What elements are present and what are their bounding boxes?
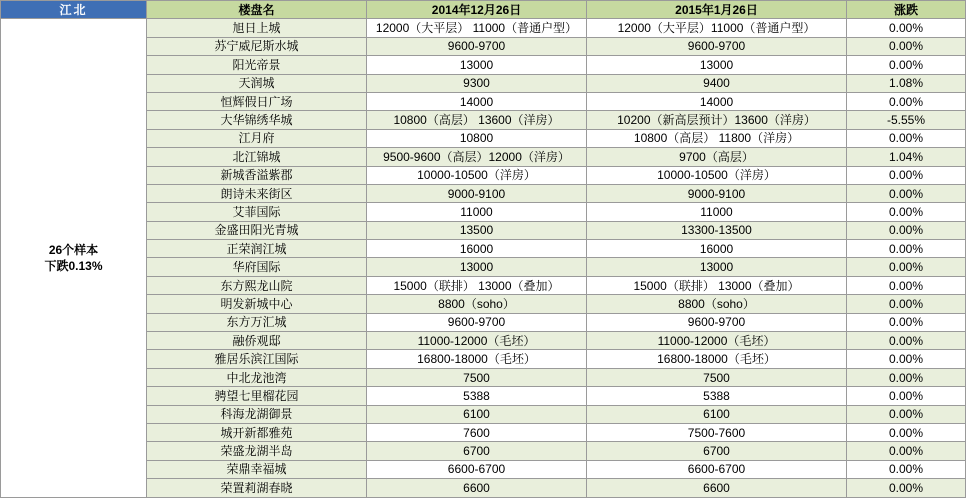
- price-change: 0.00%: [847, 240, 966, 258]
- table-row: [1, 19, 966, 37]
- price-date1: 5388: [367, 387, 587, 405]
- price-change: 0.00%: [847, 460, 966, 478]
- price-date1: 15000（联排） 13000（叠加）: [367, 276, 587, 294]
- price-change: 1.08%: [847, 74, 966, 92]
- property-name: 骋望七里榴花园: [147, 387, 367, 405]
- price-date2: 11000: [587, 203, 847, 221]
- property-name: 雅居乐滨江国际: [147, 350, 367, 368]
- price-change: 0.00%: [847, 332, 966, 350]
- price-date1: 9600-9700: [367, 313, 587, 331]
- price-date1: 6100: [367, 405, 587, 423]
- price-date2: 13300-13500: [587, 221, 847, 239]
- price-date1: 10000-10500（洋房）: [367, 166, 587, 184]
- price-date1: 6700: [367, 442, 587, 460]
- price-date2: 10000-10500（洋房）: [587, 166, 847, 184]
- price-date2: 13000: [587, 258, 847, 276]
- price-change: 0.00%: [847, 350, 966, 368]
- price-change: -5.55%: [847, 111, 966, 129]
- property-name: 东方熙龙山院: [147, 276, 367, 294]
- price-change: 0.00%: [847, 387, 966, 405]
- price-change: 0.00%: [847, 92, 966, 110]
- property-name: 中北龙池湾: [147, 368, 367, 386]
- header-col-date2: 2015年1月26日: [587, 1, 847, 19]
- price-date2: 10200（新高层预计）13600（洋房）: [587, 111, 847, 129]
- price-change: 0.00%: [847, 258, 966, 276]
- price-date1: 7500: [367, 368, 587, 386]
- price-date2: 12000（大平层）11000（普通户型）: [587, 19, 847, 37]
- price-date2: 13000: [587, 56, 847, 74]
- price-change: 0.00%: [847, 129, 966, 147]
- property-name: 华府国际: [147, 258, 367, 276]
- price-date2: 6600-6700: [587, 460, 847, 478]
- price-date2: 9400: [587, 74, 847, 92]
- property-name: 大华锦绣华城: [147, 111, 367, 129]
- price-change: 1.04%: [847, 148, 966, 166]
- price-change: 0.00%: [847, 405, 966, 423]
- price-date2: 16800-18000（毛坯）: [587, 350, 847, 368]
- price-date2: 9000-9100: [587, 184, 847, 202]
- region-summary-cell: [1, 19, 147, 497]
- price-change: 0.00%: [847, 442, 966, 460]
- price-date2: 7500-7600: [587, 423, 847, 441]
- property-name: 明发新城中心: [147, 295, 367, 313]
- price-change: 0.00%: [847, 313, 966, 331]
- price-date1: 11000-12000（毛坯）: [367, 332, 587, 350]
- price-date1: 10800（高层） 13600（洋房）: [367, 111, 587, 129]
- price-date1: 6600: [367, 479, 587, 497]
- region-change-summary: 下跌0.13%: [44, 258, 103, 273]
- table-header-row: [1, 1, 966, 19]
- price-change: 0.00%: [847, 19, 966, 37]
- price-change: 0.00%: [847, 184, 966, 202]
- price-date1: 9500-9600（高层）12000（洋房）: [367, 148, 587, 166]
- price-date2: 6600: [587, 479, 847, 497]
- price-date2: 8800（soho）: [587, 295, 847, 313]
- property-name: 荣盛龙湖半岛: [147, 442, 367, 460]
- price-change: 0.00%: [847, 423, 966, 441]
- price-date1: 13000: [367, 258, 587, 276]
- header-col-date1: 2014年12月26日: [367, 1, 587, 19]
- price-date2: 15000（联排） 13000（叠加）: [587, 276, 847, 294]
- header-region: 江北: [1, 1, 147, 19]
- price-date1: 16000: [367, 240, 587, 258]
- property-name: 科海龙湖御景: [147, 405, 367, 423]
- price-date2: 9600-9700: [587, 313, 847, 331]
- price-date1: 16800-18000（毛坯）: [367, 350, 587, 368]
- property-name: 旭日上城: [147, 19, 367, 37]
- price-date2: 11000-12000（毛坯）: [587, 332, 847, 350]
- price-date1: 7600: [367, 423, 587, 441]
- price-date1: 12000（大平层） 11000（普通户型）: [367, 19, 587, 37]
- header-col-name: 楼盘名: [147, 1, 367, 19]
- property-name: 恒辉假日广场: [147, 92, 367, 110]
- price-change: 0.00%: [847, 37, 966, 55]
- price-date1: 10800: [367, 129, 587, 147]
- header-col-change: 涨跌: [847, 1, 966, 19]
- property-name: 江月府: [147, 129, 367, 147]
- price-date1: 9000-9100: [367, 184, 587, 202]
- price-change: 0.00%: [847, 276, 966, 294]
- property-name: 正荣润江城: [147, 240, 367, 258]
- price-date1: 9600-9700: [367, 37, 587, 55]
- price-date2: 14000: [587, 92, 847, 110]
- price-date1: 9300: [367, 74, 587, 92]
- property-name: 城开新都雅苑: [147, 423, 367, 441]
- property-name: 新城香溢紫郡: [147, 166, 367, 184]
- price-date1: 8800（soho）: [367, 295, 587, 313]
- property-name: 荣鼎幸福城: [147, 460, 367, 478]
- price-change: 0.00%: [847, 166, 966, 184]
- property-name: 融侨观邸: [147, 332, 367, 350]
- price-change: 0.00%: [847, 368, 966, 386]
- price-date2: 9700（高层）: [587, 148, 847, 166]
- price-date1: 13000: [367, 56, 587, 74]
- property-name: 艾菲国际: [147, 203, 367, 221]
- price-date2: 5388: [587, 387, 847, 405]
- property-name: 荣置莉湖春晓: [147, 479, 367, 497]
- price-change: 0.00%: [847, 295, 966, 313]
- property-name: 天润城: [147, 74, 367, 92]
- price-date1: 11000: [367, 203, 587, 221]
- property-name: 东方万汇城: [147, 313, 367, 331]
- price-date2: 6700: [587, 442, 847, 460]
- property-name: 北江锦城: [147, 148, 367, 166]
- property-name: 阳光帝景: [147, 56, 367, 74]
- price-change: 0.00%: [847, 56, 966, 74]
- price-date2: 9600-9700: [587, 37, 847, 55]
- price-date1: 14000: [367, 92, 587, 110]
- price-date2: 16000: [587, 240, 847, 258]
- price-date2: 10800（高层） 11800（洋房）: [587, 129, 847, 147]
- region-sample-count: 26个样本: [48, 242, 99, 257]
- price-date1: 13500: [367, 221, 587, 239]
- price-date2: 6100: [587, 405, 847, 423]
- price-date2: 7500: [587, 368, 847, 386]
- price-date1: 6600-6700: [367, 460, 587, 478]
- property-name: 苏宁威尼斯水城: [147, 37, 367, 55]
- price-change: 0.00%: [847, 479, 966, 497]
- price-change: 0.00%: [847, 203, 966, 221]
- property-name: 金盛田阳光青城: [147, 221, 367, 239]
- property-name: 朗诗未来街区: [147, 184, 367, 202]
- price-change: 0.00%: [847, 221, 966, 239]
